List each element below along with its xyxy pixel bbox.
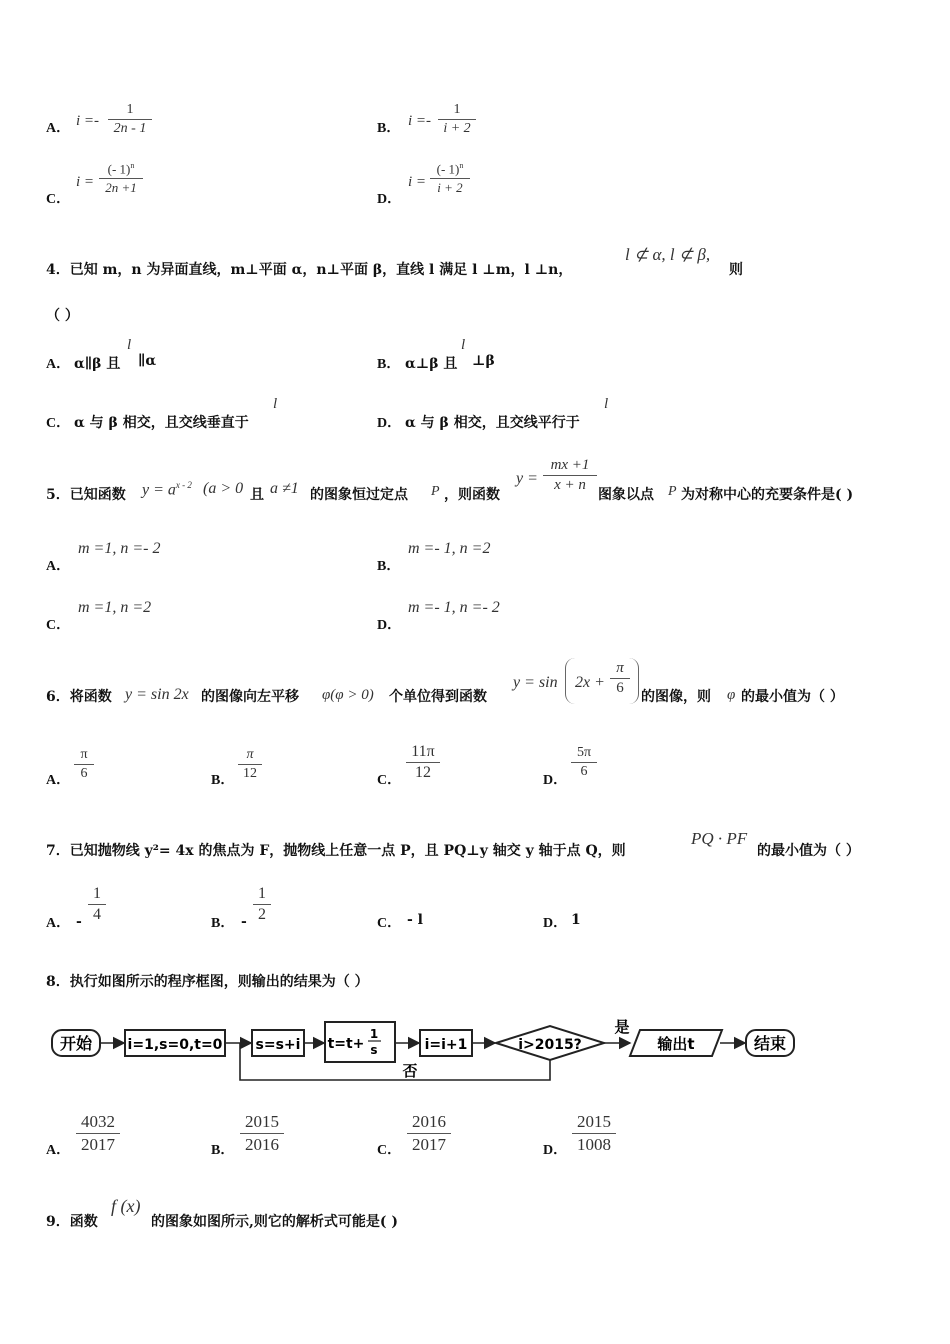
question-stem: 7．已知抛物线 y²= 4x 的焦点为 F，抛物线上任意一点 P，且 PQ⊥y 轴交 y 轴于点 Q，则 [46, 843, 626, 859]
question-stem: 8．执行如图所示的程序框图，则输出的结果为（ ） [46, 974, 369, 990]
line-symbol: l [604, 396, 609, 412]
math-expr: i = [76, 174, 95, 190]
fraction: 1 2n - 1 [108, 102, 152, 137]
fraction: 2015 2016 [240, 1112, 284, 1155]
question-stem: 的最小值为（ ） [757, 843, 860, 859]
condition-expr: l ⊄ α, l ⊄ β, [625, 245, 711, 264]
option-label: A． [46, 916, 71, 931]
line-symbol: l [127, 337, 132, 353]
option-label: C． [377, 1143, 402, 1158]
math-expr: PQ · PF [691, 829, 748, 848]
option-expr: m =1, n =- 2 [78, 540, 161, 557]
fraction: 1 2 [253, 885, 271, 924]
t-update-den: s [370, 1043, 378, 1057]
math-expr: y = [516, 470, 538, 487]
question-stem: 的图象如图所示,则它的解析式可能是( ) [151, 1214, 398, 1230]
math-expr: y = sin [513, 674, 558, 691]
option-text: α⊥β 且 [405, 356, 458, 372]
option-label: B． [377, 357, 401, 372]
question-stem: 的最小值为（ ） [741, 689, 844, 705]
option-sign: - [76, 914, 82, 930]
option-expr: m =- 1, n =- 2 [408, 599, 500, 616]
fraction: 4032 2017 [76, 1112, 120, 1155]
math-expr: $y = a^{x - 2}$ [142, 480, 192, 499]
option-label: B． [211, 773, 235, 788]
question-stem: 且 [250, 487, 264, 503]
option-label: B． [377, 121, 401, 136]
option-expr: m =1, n =2 [78, 599, 152, 616]
option-text: α∥β 且 [74, 356, 121, 372]
output-label: 输出t [657, 1035, 695, 1053]
fraction: 5π 6 [571, 745, 597, 780]
option-label: D． [377, 416, 402, 431]
fraction: (- 1)$^n$ 2n +1 [99, 161, 143, 196]
option-label: A． [46, 121, 71, 136]
math-expr: φ(φ > 0) [322, 687, 374, 703]
math-expr: φ [727, 687, 736, 703]
option-text: - l [407, 912, 424, 928]
option-label: B． [377, 559, 401, 574]
line-symbol: l [461, 337, 466, 353]
option-text: ⊥β [472, 353, 495, 369]
question-stem: 图象以点 [598, 487, 654, 503]
line-symbol: l [273, 396, 278, 412]
question-stem: 6．将函数 [46, 689, 112, 705]
math-expr: i = [408, 174, 427, 190]
math-expr: 2x + [575, 674, 605, 691]
question-stem: 4．已知 m，n 为异面直线，m⊥平面 α，n⊥平面 β，直线 l 满足 l ⊥m，l ⊥n， [46, 262, 573, 278]
question-stem: 5．已知函数 [46, 487, 126, 503]
question-stem-end: 则 [729, 262, 743, 278]
option-label: A． [46, 773, 71, 788]
option-label: B． [211, 1143, 235, 1158]
question-stem: 个单位得到函数 [389, 689, 487, 705]
option-label: D． [543, 916, 568, 931]
start-label: 开始 [59, 1034, 93, 1053]
option-label: D． [543, 1143, 568, 1158]
answer-paren: （ ） [46, 308, 79, 324]
option-label: B． [211, 916, 235, 931]
question-stem: 的图像，则 [641, 689, 711, 705]
fraction: 11π 12 [406, 743, 440, 782]
i-update-label: i=i+1 [424, 1037, 468, 1053]
question-stem: ，则函数 [444, 487, 500, 503]
no-label: 否 [402, 1062, 418, 1080]
init-label: i=1,s=0,t=0 [127, 1037, 223, 1053]
question-stem: 的图像向左平移 [201, 689, 299, 705]
fraction: 2015 1008 [572, 1112, 616, 1155]
fraction: 2016 2017 [407, 1112, 451, 1155]
fraction: π 12 [238, 747, 262, 782]
s-update-label: s=s+i [255, 1037, 301, 1053]
option-label: C． [46, 618, 71, 633]
math-expr: (a > 0 [203, 480, 244, 497]
option-label: D． [377, 192, 402, 207]
option-label: C． [377, 773, 402, 788]
math-expr: a ≠1 [270, 480, 299, 497]
option-label: C． [46, 416, 71, 431]
t-update-label: t=t+ [327, 1036, 365, 1052]
math-expr: y = sin 2x [125, 686, 189, 703]
option-expr: m =- 1, n =2 [408, 540, 491, 557]
point-symbol: P [668, 484, 677, 499]
option-label: D． [543, 773, 568, 788]
option-label: C． [377, 916, 402, 931]
option-text: 1 [571, 912, 581, 928]
question-stem: 为对称中心的充要条件是( ) [681, 487, 854, 503]
point-symbol: P [431, 484, 440, 499]
option-label: A． [46, 357, 71, 372]
fraction: 1 i + 2 [438, 102, 476, 137]
fraction: 1 4 [88, 885, 106, 924]
yes-label: 是 [614, 1018, 630, 1036]
option-label: D． [377, 618, 402, 633]
fraction: (- 1)$^n$ i + 2 [430, 161, 470, 196]
math-expr: f (x) [111, 1196, 141, 1216]
flowchart [40, 1010, 810, 1090]
condition-label: i>2015? [518, 1037, 582, 1053]
fraction: mx +1 x + n [543, 457, 597, 494]
math-expr: i =- [76, 113, 100, 129]
option-text: ∥α [138, 353, 157, 369]
t-update-num: 1 [369, 1027, 379, 1041]
question-stem: 9．函数 [46, 1214, 98, 1230]
end-label: 结束 [753, 1034, 787, 1053]
option-text: α 与 β 相交，且交线垂直于 [74, 415, 249, 431]
option-sign: - [241, 914, 247, 930]
option-label: A． [46, 559, 71, 574]
option-label: C． [46, 192, 71, 207]
option-text: α 与 β 相交，且交线平行于 [405, 415, 580, 431]
fraction: π 6 [610, 660, 630, 697]
question-stem: 的图象恒过定点 [310, 487, 408, 503]
math-expr: i =- [408, 113, 432, 129]
fraction: π 6 [74, 747, 94, 782]
option-label: A． [46, 1143, 71, 1158]
